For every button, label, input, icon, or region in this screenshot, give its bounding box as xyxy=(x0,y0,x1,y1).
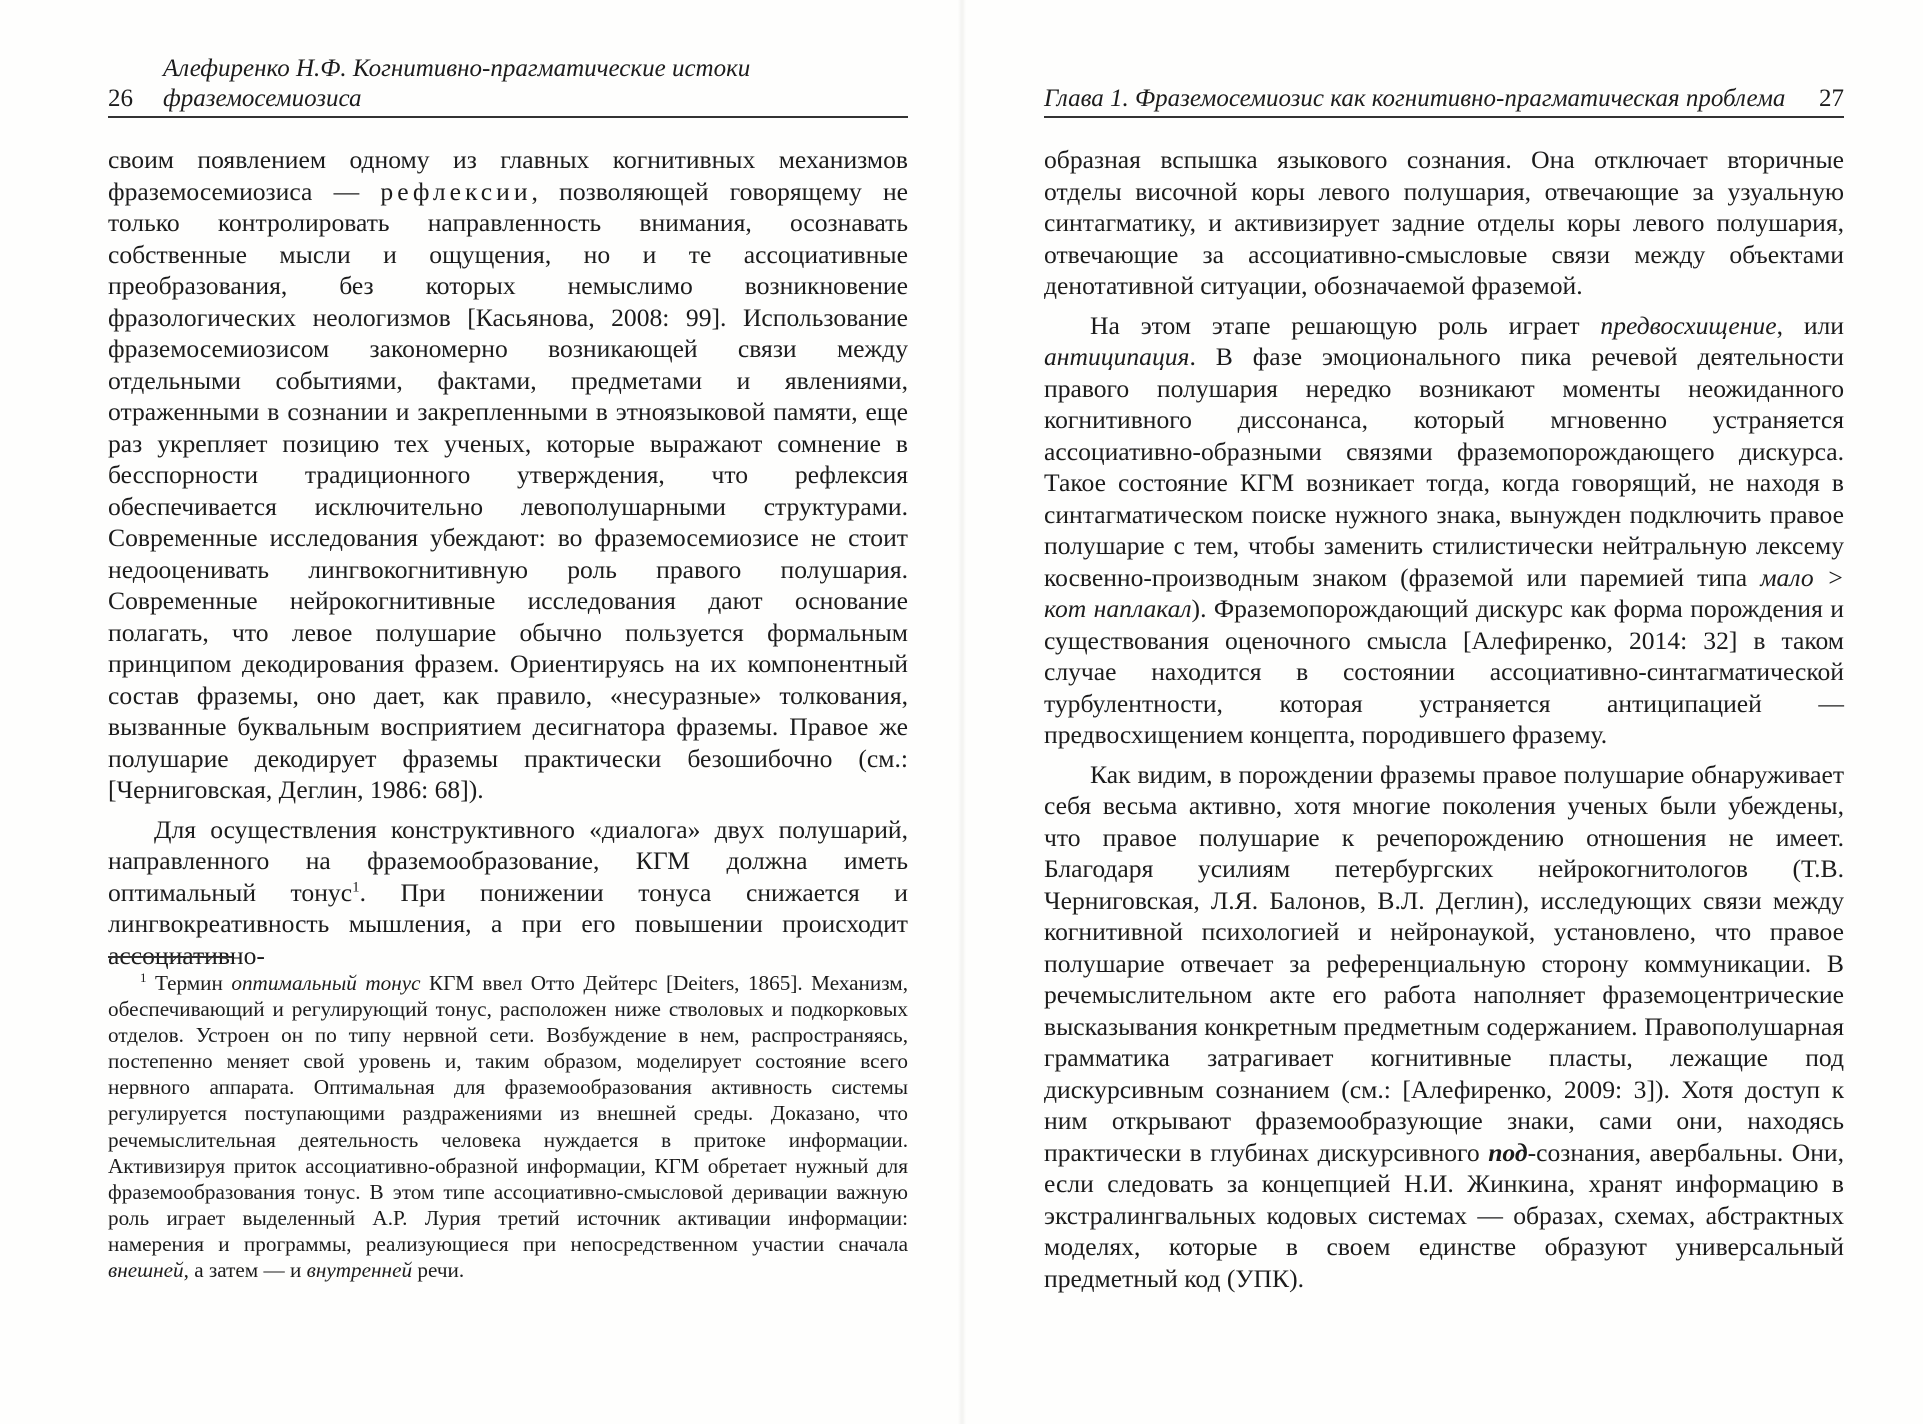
text-run: образная вспышка языкового сознания. Она отключает вторичные отделы височной коры левого полушария, отвечающие за узуальную синтагматику, и активизирует задние отделы коры левого полушария, отвечающие за ассоциативно-смысловые связи между объектами денотативной ситуации, обозначаемой фраземой. xyxy=(1044,145,1844,300)
footnote-divider xyxy=(108,956,232,958)
right-running-head xyxy=(1044,80,1844,118)
text-run: ). Фраземопорождающий дискурс как форма порождения и существования оценочного смысла [Алефиренко, 2014: 32] в таком случае находится в состоянии ассоциативно-синтагматической турбулентности, которая устраняется антиципацией — предвосхищением концепта, породившего фразему. xyxy=(1044,594,1844,749)
right-paragraph-3 xyxy=(1044,759,1844,1295)
footnote xyxy=(108,970,908,1283)
footnote-marker: 1 xyxy=(352,878,360,895)
text-run: На этом этапе решающую роль играет xyxy=(1090,310,1601,340)
italic-term: внутренней xyxy=(306,1258,413,1283)
right-body-text xyxy=(1044,144,1844,1294)
spaced-term: рефлексии xyxy=(380,176,532,206)
text-run: Как видим, в порождении фраземы правое полушарие обнаруживает себя весьма активно, хотя многие поколения ученых были убеждены, что правое полушарие к речепорождению отношения не имеет. Благодаря усилиям петербургских нейрокогнитологов (Т.В. Черниговская, Л.Я. Балонов, В.Л. Деглин), исследующих связи между когнитивной психологией и нейронаукой, установлено, что правое полушарие отвечает за референциальную сторону коммуникации. В речемыслительном акте его работа наполняет фраземоцентрические высказывания конкретным предметным содержанием. Правополушарная грамматика затрагивает когнитивные пласты, лежащие под дискурсивным сознанием (см.: [Алефиренко, 2009: 3]). Хотя доступ к ним открывают фраземообразующие знаки, сами они, находясь практически в глубинах дискурсивного xyxy=(1044,759,1844,1167)
footnote-marker: 1 xyxy=(140,969,147,985)
text-run: речи. xyxy=(412,1258,465,1283)
right-page-number: 27 xyxy=(1819,85,1844,112)
text-run: , позволяющей говорящему не только контролировать направленность внимания, осознавать собственные мысли и ощущения, но и те ассоциативные преобразования, без которых немыслимо возникновение фразологических неологизмов [Касьянова, 2008: 99]. Использование фраземосемиозисом закономерно возникающей связи между отдельными событиями, фактами, предметами и явлениями, отраженными в сознании и закрепленными в этноязыковой памяти, еще раз укрепляет позицию тех ученых, которые выражают сомнение в бесспорности традиционного утверждения, что рефлексия обеспечивается исключительно левополушарными структурами. Современные исследования убеждают: во фраземосемиозисе не стоит недооценивать лингвокогнитивную роль правого полушария. Современные нейрокогнитивные исследования дают основание полагать, что левое полушарие обычно пользуется формальным принципом декодирования фразем. Ориентируясь на их компонентный состав фраземы, оно дает, как правило, «несуразные» толкования, вызванные буквальным восприятием десигнатора фраземы. Правое же полушарие декодирует фраземы практически безошибочно (см.: [Черниговская, Деглин, 1986: 68]). xyxy=(108,176,909,804)
italic-term: оптимальный тонус xyxy=(231,971,421,995)
italic-term: внешней xyxy=(108,1258,184,1283)
left-body-text xyxy=(108,144,908,971)
text-run: , или xyxy=(1776,310,1844,340)
bold-italic-term: под xyxy=(1488,1137,1528,1167)
italic-term: предвосхищение xyxy=(1600,310,1777,340)
text-run: своим появлением одному из главных когнитивных механизмов фраземосемиозиса — xyxy=(108,145,908,206)
text-run: КГМ ввел Отто Дейтерс [Deiters, 1865]. Механизм, обеспечивающий и регулирующий тонус, расположен ниже стволовых и подкорковых отделов. Устроен он по типу нервной сети. Возбуждение в нем, распространяясь, постепенно меняет свой уровень и, таким образом, моделирует состояние всего нервного аппарата. Оптимальная для фраземообразования активность системы регулируется поступающими раздражениями из внешней среды. Доказано, что речемыслительная деятельность человека нуждается в притоке информации. Активизируя приток ассоциативно-образной информации, КГМ обретает нужный для фраземообразования тонус. В этом типе ассоциативно-смысловой деривации важную роль играет выделенный А.Р. Лурия третий источник активации информации: намерения и программы, реализующиеся при непосредственном участии сначала xyxy=(108,971,908,1256)
footnote-text xyxy=(108,970,908,1283)
text-run: -сознания, авербальны. Они, если следовать за концепцией Н.И. Жинкина, хранят информацию в экстралингвальных кодовых системах — образах, схемах, абстрактных моделях, которые в своем единстве образуют универсальный предметный код (УПК). xyxy=(1044,1137,1844,1293)
right-paragraph-2 xyxy=(1044,310,1844,751)
text-run: . При понижении тонуса снижается и лингвокреативность мышления, а при его повышении происходит ассоциативно- xyxy=(108,877,908,970)
left-paragraph-2 xyxy=(108,814,908,972)
left-page-number: 26 xyxy=(108,85,133,112)
left-running-head xyxy=(108,55,908,118)
italic-term: мало > кот наплакал xyxy=(1044,562,1844,623)
left-running-title: Алефиренко Н.Ф. Когнитивно-прагматические истоки фраземосемиозиса xyxy=(163,55,751,112)
right-page xyxy=(962,0,1923,1424)
right-running-title: Глава 1. Фраземосемиозис как когнитивно-прагматическая проблема xyxy=(1044,85,1786,112)
left-paragraph-1 xyxy=(108,144,908,806)
text-run: . В фазе эмоционального пика речевой деятельности правого полушария нередко возникают моменты неожиданного когнитивного диссонанса, который мгновенно устраняется ассоциативно-образными связями фраземопорождающего дискурса. Такое состояние КГМ возникает тогда, когда говорящий, не находя в синтагматическом поиске нужного знака, вынужден подключить правое полушарие с тем, чтобы заменить стилистически нейтральную лексему косвенно-производным знаком (фраземой или паремией типа xyxy=(1044,342,1844,592)
text-run: Для осуществления конструктивного «диалога» двух полушарий, направленного на фраземообразование, КГМ должна иметь оптимальный тонус xyxy=(108,814,908,907)
italic-term: антиципация xyxy=(1044,342,1190,371)
text-run: Термин xyxy=(146,971,232,995)
right-paragraph-1 xyxy=(1044,144,1844,302)
text-run: , а затем — и xyxy=(183,1258,307,1283)
